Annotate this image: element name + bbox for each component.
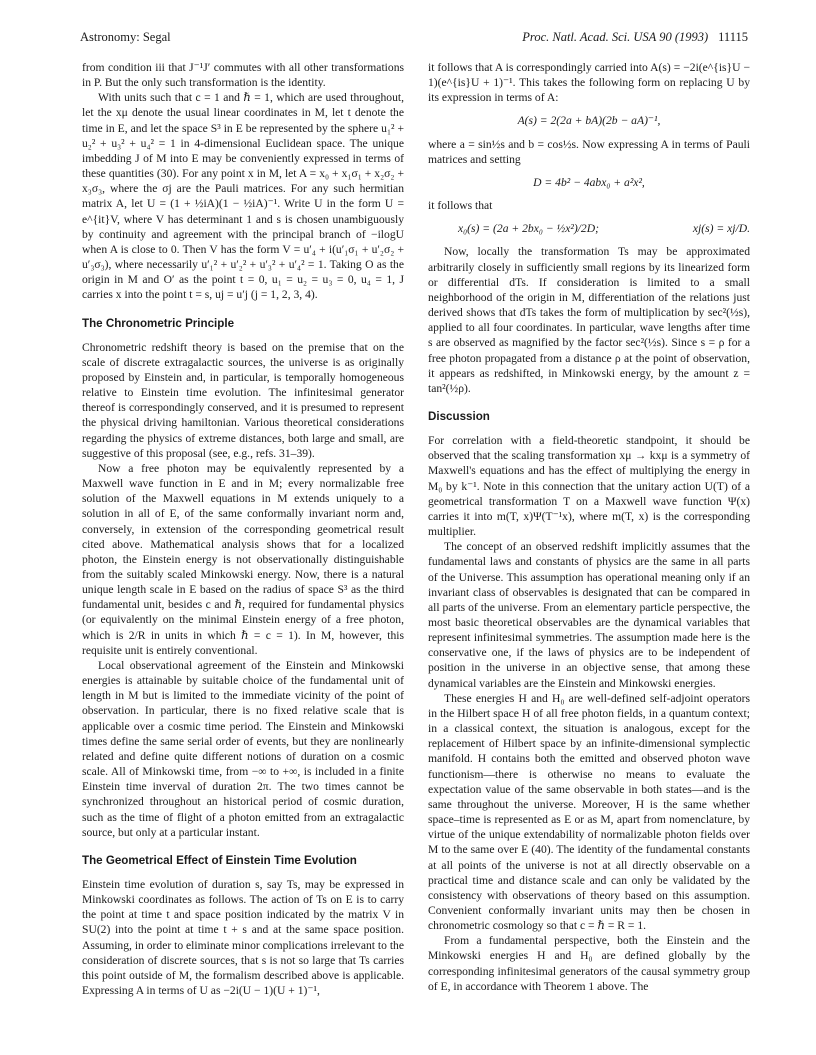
left-column	[82, 60, 404, 998]
paragraph: The concept of an observed redshift implicitly assumes that the fundamental laws and constants of physics are the same in all parts of the Universe. This assumption has operational meaning only if an invariant class of observables is designated that can be compared in all parts of the universe. From an elementary particle perspective, the most basic theoretical observables are the dynamical variables that represent infinitesimal symmetries. The assumption made here is the conservative one, if the laws of physics are to be independent of position in the universe in an objective sense, that among these dynamical variables are the Einstein and Minkowski energies.	[428, 540, 750, 690]
section-heading: Discussion	[428, 409, 490, 423]
paragraph: where a = sin½s and b = cos½s. Now expressing A in terms of Pauli matrices and setting	[428, 137, 750, 166]
equation: x₀(s) = (2a + 2bx₀ − ½x²)/2D;	[458, 222, 599, 236]
paragraph: from condition iii that J⁻¹J′ commutes with all other transformations in P. But the only such transformation is the identity.	[82, 61, 404, 90]
journal-citation: Proc. Natl. Acad. Sci. USA 90 (1993)	[522, 30, 709, 44]
paragraph: With units such that c = 1 and ℏ = 1, which are used throughout, let the xμ denote the usual linear coordinates in M, let t denote the time in E, and let the space S³ in E be represented by the sphere u₁² + u₂² + u₃² + u₄² = 1 in 4-dimensional Euclidean space. The unique imbedding J of M into E may be conveniently expressed in terms of these quantities (30). For any point x in M, let A = x₀ + x₁σ₁ + x₂σ₂ + x₃σ₃, where the σj are the Pauli matrices. For any such hermitian matrix A, let U = (1 + ½iA)(1 − ½iA)⁻¹. Write U in the form U = e^{it}V, where V has determinant 1 and s is chosen unambiguously by continuity and agreement with the principal branch of −ilogU when A is close to 0. Then V has the form V = u′₄ + i(u′₁σ₁ + u′₂σ₂ + u′₃σ₃), where necessarily u′₁² + u′₂² + u′₃² + u′₄² = 1. Taking O as the origin in M and O′ as the point t = 0, u₁ = u₂ = u₃ = 0, u₄ = 1, J carries x into the point t = s, uj = u′j (j = 1, 2, 3, 4).	[82, 91, 404, 302]
paragraph: it follows that	[428, 199, 493, 213]
equation-pair	[458, 221, 750, 236]
paragraph: Local observational agreement of the Einstein and Minkowski energies is attainable by suitable choice of the fundamental unit of length in M but is limited to the immediate vicinity of the point of observation. In particular, there is no fixed relative scale that is applicable over a cosmic time period. The Einstein and Minkowski times define the same serial order of events, but they are nonlinearly related and define quite different notions of duration on a cosmic scale. All of Minkowski time, from −∞ to +∞, is included in a finite Einstein time inverval of duration 2π. The two times cannot be synchronized throughout an historical period of cosmic duration, such as the time of flight of a photon emitted from an extragalactic source, but only at a particular instant.	[82, 658, 404, 839]
paragraph: Chronometric redshift theory is based on the premise that on the scale of discrete extragalactic sources, the universe is as originally proposed by Einstein and, in particular, is temporally homogeneous relative to Einstein time evolution. The infinitesimal generator thereof is correspondingly conserved, and it is presumed to represent the physical driving hamiltonian. Various theoretical considerations regarding the physics of extreme distances, both large and small, are suggestive of this proposal (see, e.g., refs. 31–39).	[82, 340, 404, 460]
section-heading: The Chronometric Principle	[82, 316, 235, 330]
running-header-right	[522, 30, 748, 45]
paragraph: Einstein time evolution of duration s, say Ts, may be expressed in Minkowski coordinates as follows. The action of Ts on E is to carry the point at time t and space position indicated by the matrix V in SU(2) into the point at time t + s and at the same space position. Assuming, in order to eliminate minor complications irrelevant to the consideration of discrete sources, that s is not so large that Ts carries this point outside of M, the formalism described above is applicable. Expressing A in terms of U as −2i(U − 1)(U + 1)⁻¹,	[82, 877, 404, 998]
paragraph: Now, locally the transformation Ts may be approximated arbitrarily closely in sufficiently small regions by its linearized form or differential dTs. If consideration is limited to a small neighborhood of the origin in M, differentiation of the relations just derived shows that dTs takes the form of multiplication by sec²(½s), applied to all four coordinates. In particular, wave lengths after time s are observed as magnified by the factor sec²(½s). Since s = ρ for a free photon propagated from a distance ρ at the point of observation, it appears as redshifted, in Minkowski energy, by the amount z = tan²(½ρ).	[428, 245, 750, 395]
paragraph: it follows that A is correspondingly carried into A(s) = −2i(e^{is}U − 1)(e^{is}U + 1)⁻¹. This takes the following form on replacing U by its expression in terms of A:	[428, 61, 750, 105]
paragraph: From a fundamental perspective, both the Einstein and the Minkowski energies H and H₀ are defined globally by the corresponding infinitesimal generators of the causal symmetry group of E, in accordance with Theorem 1 above. The	[428, 934, 750, 993]
section-heading: The Geometrical Effect of Einstein Time Evolution	[82, 853, 357, 867]
page-number: 11115	[718, 30, 748, 44]
running-header-left: Astronomy: Segal	[80, 30, 171, 44]
paragraph: For correlation with a field-theoretic standpoint, it should be observed that the scaling transformation xμ → kxμ is a symmetry of Maxwell's equations and has the effect of multiplying the energy in M₀ by k⁻¹. Note in this connection that the unitary action U(T) of a geometrical transformation T on a Maxwell wave function Ψ(x) carries it into m(T, x)Ψ(T⁻¹x), where m(T, x) is the corresponding multiplier.	[428, 434, 750, 539]
paragraph: Now a free photon may be equivalently represented by a Maxwell wave function in E and in M; every normalizable free solution of the Maxwell equations in M extends uniquely to a solution in all of E, of the same conformally invariant norm and, conversely, in extension of the corresponding geometrical result cited above. Mathematical analysis shows that for a localized photon, the Einstein energy is not observationally distinguishable from the suitably scaled Minkowski energy. Now, there is a natural unique length scale in E based on the radius of space S³ as the third fundamental unit, besides c and ℏ, required for fundamental physics (or equivalently on the minimal Einstein energy of a free photon, which is 2/R in units in which ℏ = c = 1). In M, however, this requisite unit is entirely conventional.	[82, 461, 404, 657]
right-column	[428, 60, 750, 994]
equation: A(s) = 2(2a + bA)(2b − aA)⁻¹,	[517, 114, 661, 128]
paragraph: These energies H and H₀ are well-defined self-adjoint operators in the Hilbert space H of all free photon fields, in a quantum context; in a classical context, the situation is analogous, except for the replacement of Hilbert space by an infinite-dimensional symplectic manifold. H contains both the emitted and observed photon wave functionism—there is otherwise no means to evaluate the expectation value of the same observable in both states—and is the same throughout the universe. Moreover, H is the same whether space–time is represented as E or as M, apart from nomenclature, by virtue of the unique extendability of normalizable photon fields over M to the same over E (40). The identity of the fundamental constants at all points of the universe is not at all directly observable on a practical time and distance scale and can only be validated by the consistency with observations of theory based on this assumption. Convenient conformally invariant units may then be chosen in chronometric cosmology so that c = ℏ = R = 1.	[428, 691, 750, 933]
equation: D = 4b² − 4abx₀ + a²x²,	[533, 175, 645, 189]
equation: xj(s) = xj/D.	[692, 222, 750, 236]
